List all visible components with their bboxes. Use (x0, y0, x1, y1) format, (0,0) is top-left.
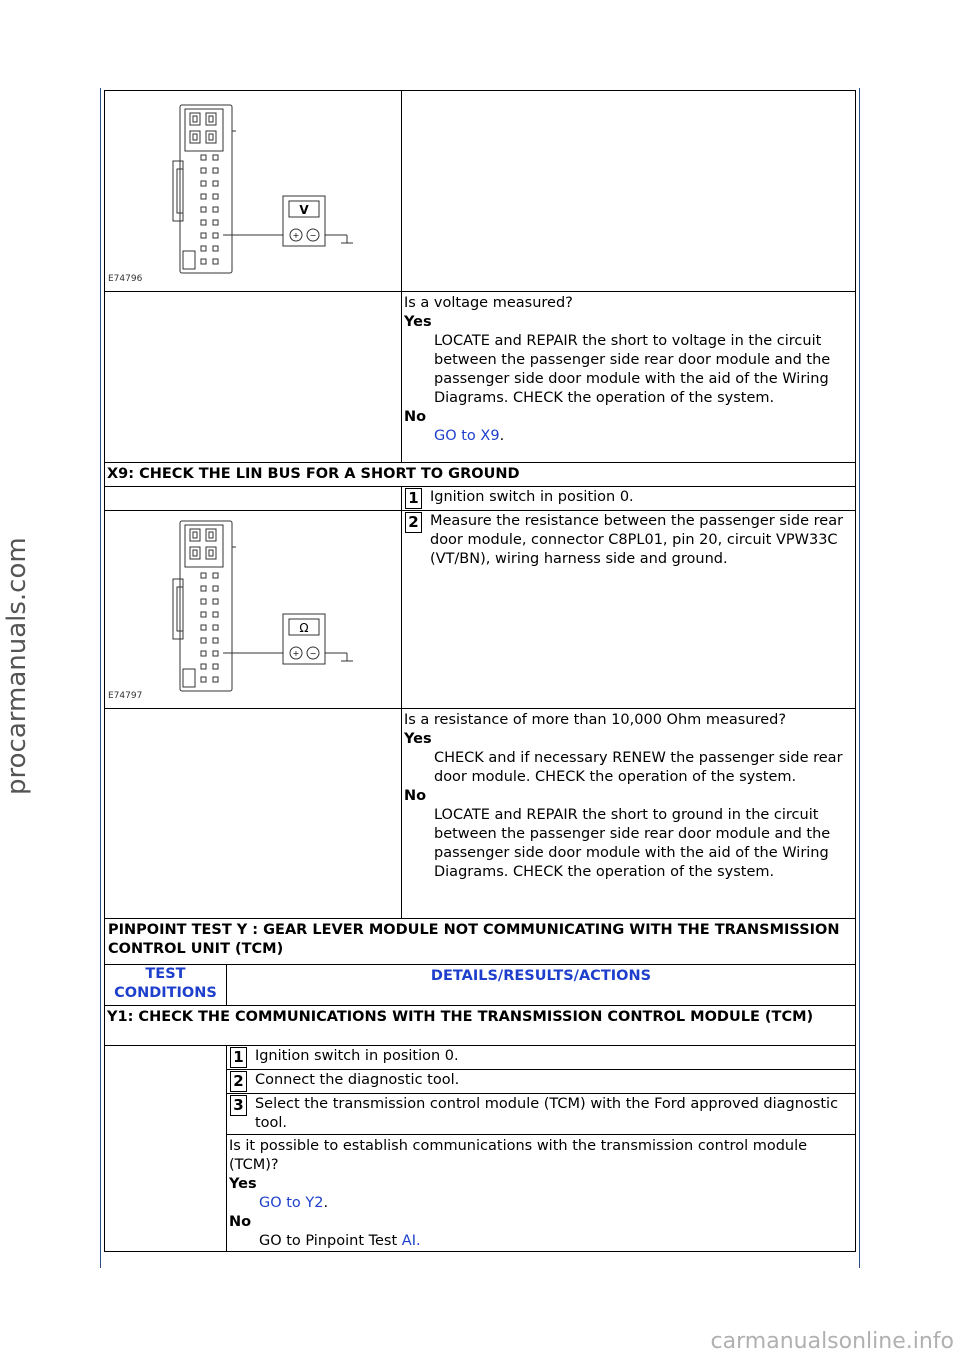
result-cell-2 (401, 709, 855, 919)
no-label: No (403, 788, 427, 804)
yes-action: CHECK and if necessary RENEW the passenger side rear door module. CHECK the operation of the system. (433, 750, 843, 785)
step-text: Select the transmission control module (TCM) with the Ford approved diagnostic tool. (254, 1096, 839, 1131)
step-text: Measure the resistance between the passenger side rear door module, connector C8PL01, pin 20, circuit VPW33C (VT/BN), wiring harness side and ground. (429, 513, 844, 567)
yes-label: Yes (228, 1176, 257, 1192)
pinpoint-test-ai-link[interactable]: AI. (401, 1233, 421, 1249)
meter-symbol: V (299, 203, 309, 217)
yes-label: Yes (403, 731, 432, 747)
step-row (226, 1046, 855, 1070)
procedure-table-x (104, 90, 856, 919)
figure-cell (105, 91, 402, 292)
figure-label: E74796 (108, 274, 143, 284)
question-text: Is a voltage measured? (403, 295, 573, 311)
question-text: Is it possible to establish communications with the transmission control module (TCM)? (228, 1138, 808, 1173)
page-border-left (100, 88, 101, 1268)
svg-text:+: + (292, 231, 300, 240)
result-cell-y1: Is it possible to establish communications with the transmission control module (TCM)? Yes GO to Y2. No GO to Pinpoint Test AI. (226, 1135, 855, 1252)
step-row (226, 1070, 855, 1094)
no-label: No (403, 409, 427, 425)
step-header-y1: Y1: CHECK THE COMMUNICATIONS WITH THE TRANSMISSION CONTROL MODULE (TCM) (105, 1006, 856, 1046)
figure-cell (105, 511, 402, 709)
column-header-details: DETAILS/RESULTS/ACTIONS (226, 965, 855, 1006)
svg-text:−: − (309, 231, 317, 240)
step-row (401, 487, 855, 511)
watermark-left: procarmanuals.com (2, 537, 32, 795)
step-text: Connect the diagnostic tool. (254, 1072, 460, 1088)
yes-label: Yes (403, 314, 432, 330)
watermark-bottom: carmanualsonline.info (710, 1329, 954, 1354)
connector-voltmeter-figure (105, 91, 400, 285)
column-header-test-conditions: TEST CONDITIONS (105, 965, 227, 1006)
no-label: No (228, 1214, 252, 1230)
pinpoint-test-y-table (104, 918, 856, 1252)
question-text: Is a resistance of more than 10,000 Ohm measured? (403, 712, 787, 728)
step-header-x9: X9: CHECK THE LIN BUS FOR A SHORT TO GROUND (105, 463, 856, 487)
step-number: 1 (405, 488, 422, 509)
result-cell-1: Is a voltage measured? Yes LOCATE and REPAIR the short to voltage in the circuit between the passenger side rear door module and the passenger side door module with the aid of the Wiring Diagrams. CHECK the operation of the system. No GO to X9. (401, 292, 855, 463)
step-row (401, 511, 855, 709)
svg-text:−: − (309, 649, 317, 658)
pinpoint-test-title: PINPOINT TEST Y : GEAR LEVER MODULE NOT COMMUNICATING WITH THE TRANSMISSION CONTROL UNIT (TCM) (105, 919, 856, 965)
step-number: 2 (405, 512, 422, 533)
meter-symbol: Ω (299, 621, 309, 635)
step-number: 2 (230, 1071, 247, 1092)
step-number: 3 (230, 1095, 247, 1116)
figure-label: E74797 (108, 691, 143, 701)
step-number: 1 (230, 1047, 247, 1068)
go-to-y2-link[interactable]: GO to Y2 (258, 1195, 324, 1211)
page-border-right (859, 88, 860, 1268)
go-to-x9-link[interactable]: GO to X9 (433, 428, 500, 444)
svg-text:+: + (292, 649, 300, 658)
step-text: Ignition switch in position 0. (429, 489, 634, 505)
connector-ohmmeter-figure (105, 511, 400, 702)
no-action: LOCATE and REPAIR the short to ground in the circuit between the passenger side rear door module and the passenger side door module with the aid of the Wiring Diagrams. CHECK the operation of the system. (433, 807, 831, 880)
yes-action: LOCATE and REPAIR the short to voltage in the circuit between the passenger side rear door module and the passenger side door module with the aid of the Wiring Diagrams. CHECK the operation of the system. (433, 333, 831, 406)
step-row (226, 1094, 855, 1135)
step-text: Ignition switch in position 0. (254, 1048, 459, 1064)
